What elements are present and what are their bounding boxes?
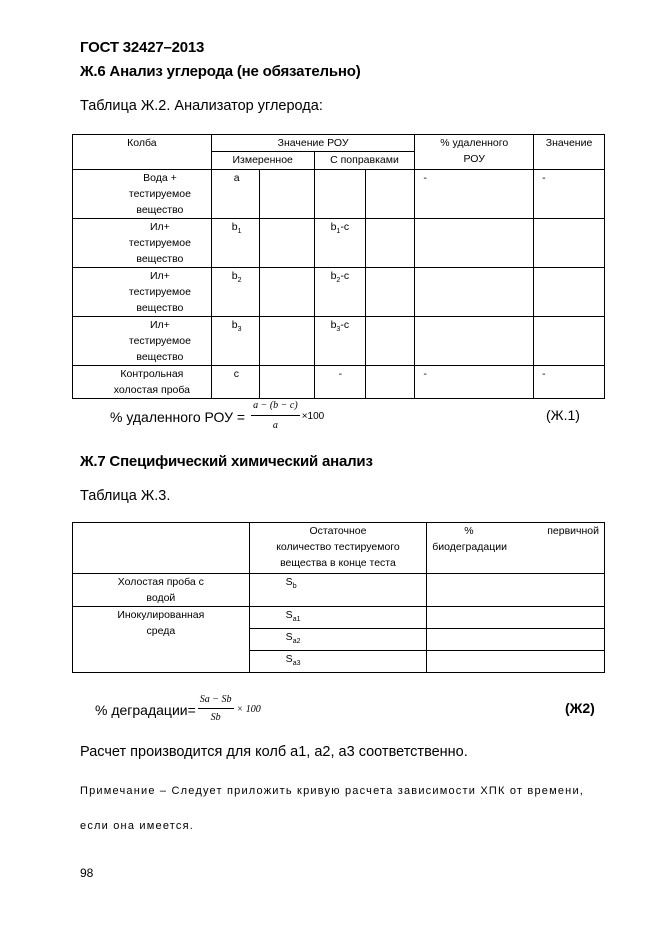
row-label-line: тестируемое: [128, 286, 191, 298]
empty-cell: [365, 317, 415, 366]
residual-cell: $S_{a1}$: [249, 607, 427, 629]
formula-fraction: [251, 400, 300, 433]
header-residual: [249, 523, 427, 574]
calc-note: Расчет производится для колб а1, а2, а3 соответственно.: [80, 744, 468, 760]
header-residual-line: Остаточное: [309, 525, 367, 537]
empty-cell: [259, 219, 314, 268]
corrected-cell: $b_1-c$: [314, 219, 365, 268]
header-percent-symbol: %: [464, 525, 474, 537]
measured-cell: $b_3$: [211, 317, 259, 366]
removed-cell: [415, 317, 534, 366]
empty-cell: [365, 366, 415, 399]
percent-cell: [427, 574, 605, 607]
formula-tail: × 100: [236, 704, 261, 715]
value-cell: [534, 317, 605, 366]
empty-cell: [259, 366, 314, 399]
residual-cell: $S_{a3}$: [249, 651, 427, 673]
row-label-line: Ил+: [149, 270, 170, 282]
fraction-bar: [251, 415, 300, 416]
page-number: 98: [80, 866, 94, 880]
table-row: [73, 574, 605, 607]
measured-cell: c: [211, 366, 259, 399]
section-title-6: Ж.6 Анализ углерода (не обязательно): [80, 63, 361, 80]
row-label-line: Контрольная: [120, 368, 184, 380]
header-residual-line: вещества в конце теста: [280, 557, 396, 569]
corrected-cell: -: [314, 366, 365, 399]
empty-cell: [259, 317, 314, 366]
empty-cell: [365, 268, 415, 317]
removed-cell: [415, 219, 534, 268]
removed-cell: -: [415, 170, 534, 219]
formula-tail: ×100: [301, 411, 325, 422]
row-label-line: Холостая проба с: [117, 576, 204, 588]
row-label-line: холостая проба: [113, 384, 190, 396]
formula-denominator: Sb: [210, 712, 221, 723]
formula-removed-roc: [110, 400, 324, 433]
header-removed: [415, 135, 534, 170]
row-label-line: вещество: [136, 302, 184, 314]
note-line-2: если она имеется.: [80, 820, 195, 832]
residual-cell: $S_{a2}$: [249, 629, 427, 651]
header-corrected: С поправками: [314, 152, 415, 170]
row-label-line: вещество: [136, 253, 184, 265]
residual-cell: $S_b$: [249, 574, 427, 607]
row-label-line: тестируемое: [128, 237, 191, 249]
chemical-analysis-table: [72, 522, 605, 673]
percent-cell: [427, 629, 605, 651]
percent-cell: [427, 651, 605, 673]
table-row: [73, 219, 605, 268]
row-label: [73, 317, 212, 366]
header-value: Значение РОУ: [211, 135, 415, 152]
header-percent-line2: биодеградации: [432, 541, 507, 553]
removed-cell: [415, 268, 534, 317]
empty-cell: [365, 219, 415, 268]
formula-fraction: [198, 694, 234, 725]
formula-number-2: (Ж2): [565, 700, 595, 716]
section-title-7: Ж.7 Специфический химический анализ: [80, 453, 373, 470]
fraction-bar: [198, 708, 234, 709]
row-label-line: среда: [146, 625, 176, 637]
header-percent: [427, 523, 605, 574]
row-label-line: вещество: [136, 204, 184, 216]
removed-cell: -: [415, 366, 534, 399]
empty-cell: [259, 170, 314, 219]
formula-lhs: % деградации=: [95, 701, 196, 718]
percent-cell: [427, 607, 605, 629]
header-value2: Значение: [534, 135, 605, 170]
value-cell: -: [534, 170, 605, 219]
empty-cell: [259, 268, 314, 317]
formula-numerator: a − (b − c): [253, 400, 298, 411]
header-measured: Измеренное: [211, 152, 314, 170]
formula-number-1: (Ж.1): [546, 407, 580, 423]
row-label: [73, 219, 212, 268]
table-caption-2: Таблица Ж.2. Анализатор углерода:: [80, 98, 323, 114]
formula-lhs: % удаленного РОУ =: [110, 408, 246, 425]
table-row: [73, 607, 605, 629]
row-label-line: вещество: [136, 351, 184, 363]
corrected-cell: [314, 170, 365, 219]
header-flask: Колба: [73, 135, 212, 170]
value-cell: [534, 268, 605, 317]
empty-header-cell: [73, 523, 250, 574]
measured-cell: $b_2$: [211, 268, 259, 317]
note-line-1: Примечание – Следует приложить кривую расчета зависимости ХПК от времени,: [80, 785, 585, 797]
row-label: [73, 607, 250, 673]
value-cell: -: [534, 366, 605, 399]
row-label-line: Ил+: [149, 319, 170, 331]
row-label-line: тестируемое: [128, 188, 191, 200]
header-removed-line1: % удаленного: [440, 137, 509, 149]
formula-numerator: Sa − Sb: [199, 694, 232, 705]
corrected-cell: $b_3-c$: [314, 317, 365, 366]
row-label: [73, 574, 250, 607]
row-label-line: Вода +: [143, 172, 177, 184]
formula-degradation: [95, 694, 261, 725]
table-row: [73, 268, 605, 317]
header-percent-word: первичной: [547, 525, 599, 537]
header-removed-line2: РОУ: [463, 153, 485, 165]
table-row: [73, 366, 605, 399]
measured-cell: a: [211, 170, 259, 219]
carbon-analyzer-table: [72, 134, 605, 399]
row-label-line: водой: [146, 592, 176, 604]
empty-cell: [365, 170, 415, 219]
row-label-line: Инокулированная: [117, 609, 205, 621]
row-label: [73, 268, 212, 317]
header-residual-line: количество тестируемого: [276, 541, 400, 553]
table-caption-3: Таблица Ж.3.: [80, 488, 171, 504]
table-row: [73, 170, 605, 219]
row-label-line: тестируемое: [128, 335, 191, 347]
formula-denominator: a: [272, 420, 278, 431]
document-id: ГОСТ 32427–2013: [80, 39, 205, 56]
measured-cell: $b_1$: [211, 219, 259, 268]
table-row: [73, 317, 605, 366]
value-cell: [534, 219, 605, 268]
row-label: [73, 170, 212, 219]
corrected-cell: $b_2-c$: [314, 268, 365, 317]
row-label: [73, 366, 212, 399]
row-label-line: Ил+: [149, 221, 170, 233]
